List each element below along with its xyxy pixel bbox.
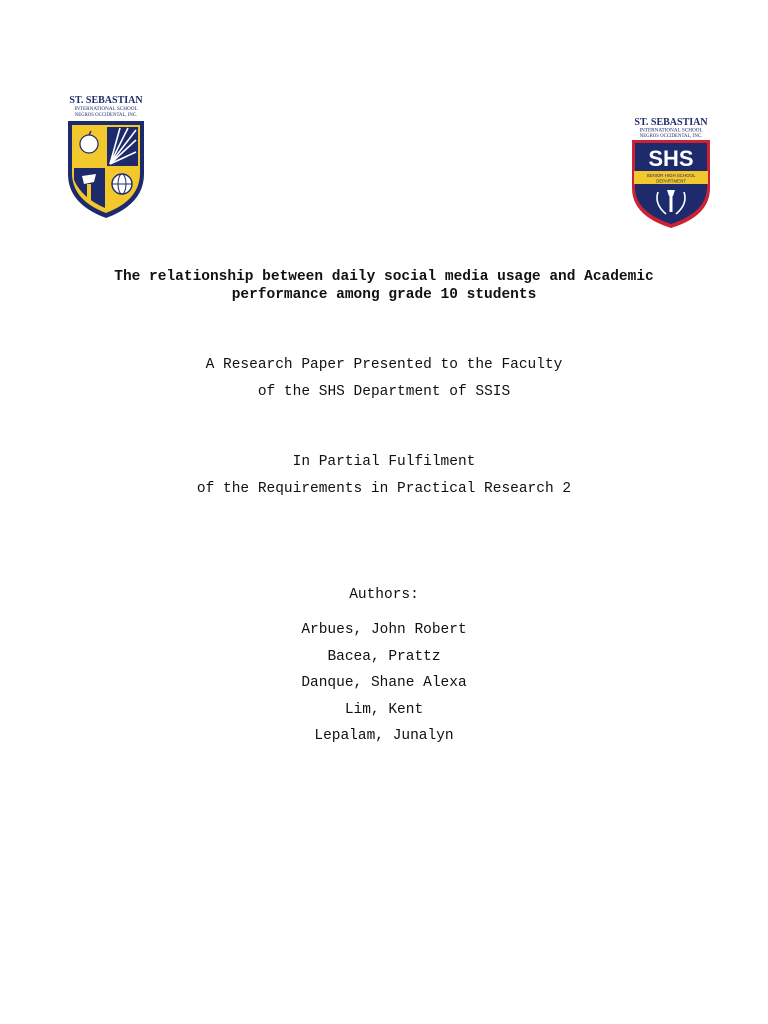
author-name: Lim, Kent	[344, 701, 424, 718]
fulfilment-line-2: of the Requirements in Practical Research 2	[196, 480, 572, 497]
author-name: Danque, Shane Alexa	[301, 675, 467, 691]
authors-list	[0, 617, 768, 750]
shield-crest-icon	[64, 94, 148, 220]
authors-heading	[0, 582, 768, 609]
seal-left-school-sub1: INTERNATIONAL SCHOOL	[74, 106, 138, 112]
paper-title-line-1: The relationship between daily social media usage and Academic	[114, 269, 654, 285]
fulfilment-statement	[0, 449, 768, 502]
authors-heading-text: Authors:	[349, 587, 419, 603]
school-seal-logo-left	[64, 94, 148, 220]
seal-right-school-sub1: INTERNATIONAL SCHOOL	[639, 127, 703, 134]
author-name: Lepalam, Junalyn	[314, 728, 454, 744]
shs-department-logo-right	[630, 116, 712, 230]
shs-badge-letters: SHS	[648, 146, 694, 171]
presentation-statement	[0, 352, 768, 405]
paper-title	[84, 268, 684, 304]
author-name: Arbues, John Robert	[301, 622, 467, 638]
seal-left-school-sub2: NEGROS OCCIDENTAL, INC.	[74, 113, 138, 118]
seal-right-school-sub2: NEGROS OCCIDENTAL, INC.	[639, 134, 703, 139]
author-name: Bacea, Prattz	[327, 648, 441, 665]
presentation-line-2: of the SHS Department of SSIS	[257, 383, 511, 400]
presentation-line-1: A Research Paper Presented to the Faculty	[205, 357, 563, 373]
seal-right-school-name: ST. SEBASTIAN	[634, 117, 708, 128]
shs-shield-icon	[630, 116, 712, 230]
shs-ribbon-line2: DEPARTMENT	[656, 178, 686, 184]
seal-left-school-name: ST. SEBASTIAN	[69, 95, 143, 106]
fulfilment-line-1: In Partial Fulfilment	[292, 454, 476, 470]
paper-title-line-2: performance among grade 10 students	[231, 287, 537, 303]
shs-ribbon-line1: SENIOR HIGH SCHOOL	[646, 173, 696, 178]
